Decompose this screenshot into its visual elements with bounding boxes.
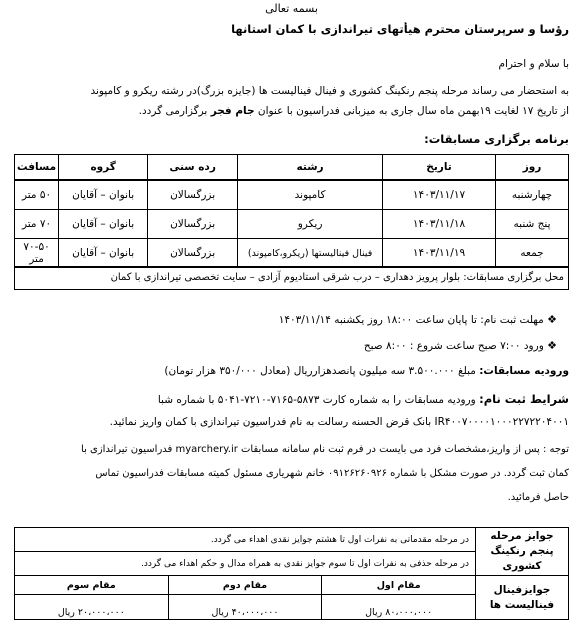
schedule-table <box>14 154 569 268</box>
registration-line-2: IR۴۰۰۷۰۰۰۰۱۰۰۰۲۲۷۲۲۰۴۰۰۱ بانک قرض الحسنه رسالت به نام فدراسیون تیراندازی با کمان واریز نمائید. <box>109 416 569 428</box>
second-place-label: مقام دوم <box>168 576 322 595</box>
col-date: تاریخ <box>383 155 496 181</box>
registration-label: شرایط ثبت نام: <box>479 392 569 406</box>
greeting: با سلام و احترام <box>498 58 569 70</box>
ranking-note-1: در مرحله مقدماتی به نفرات اول تا هشتم جوایز نقدی اهداء می گردد. <box>15 528 476 552</box>
cell-group: بانوان – آقایان <box>59 180 148 210</box>
intro-line-1: به استحضار می رساند مرحله پنجم رنکینگ کشوری و فینال فینالیست ها (جایزه بزرگ)در رشته ریکرو و کامپوند <box>90 85 569 97</box>
deadline <box>14 312 557 328</box>
prizes-table <box>14 527 569 620</box>
schedule-header-row <box>15 155 569 181</box>
intro-text-c: برگزارمی گردد. <box>138 105 208 117</box>
cell-distance: ۷۰ متر <box>15 210 59 239</box>
intro-line-2 <box>14 104 569 119</box>
cell-age: بزرگسالان <box>148 180 238 210</box>
second-place-amount: ۴۰،۰۰۰،۰۰۰ ریال <box>168 595 322 620</box>
registration-text-1: ورودیه مسابقات را به شماره کارت ۵۸۷۳-۷۱۶۵-۷۲۱۰-۵۰۴۱ با شماره شبا <box>157 394 476 406</box>
third-place-label: مقام سوم <box>15 576 169 595</box>
entry-time <box>14 338 557 354</box>
col-group: گروه <box>59 155 148 181</box>
cell-distance: ۵۰ متر <box>15 180 59 210</box>
entry-time-text: ورود ۷:۰۰ صبح ساعت شروع : ۸:۰۰ صبح <box>363 340 544 352</box>
ranking-note-2: در مرحله حذفی به نفرات اول تا سوم جوایز نقدی به همراه مدال و حکم اهداء می گردد. <box>15 552 476 576</box>
cell-age: بزرگسالان <box>148 210 238 239</box>
cell-discipline: ریکرو <box>238 210 383 239</box>
note-line-1: توجه : پس از واریز،مشخصات فرد می بایست در فرم ثبت نام سامانه مسابقات myarchery.ir فدراسیون تیراندازی با <box>81 444 569 455</box>
cup-name: جام فجر <box>210 105 255 117</box>
cell-discipline: کامپوند <box>238 180 383 210</box>
cell-day: جمعه <box>496 239 569 268</box>
table-row <box>15 210 569 239</box>
col-distance: مسافت <box>15 155 59 181</box>
col-age: رده سنی <box>148 155 238 181</box>
venue-info: محل برگزاری مسابقات: بلوار پرویز دهداری – درب شرقی استادیوم آزادی – سایت تخصصی تیراندازی با کمان <box>14 266 569 290</box>
col-day: روز <box>496 155 569 181</box>
registration-line-1 <box>14 392 569 408</box>
first-place-amount: ۸۰،۰۰۰،۰۰۰ ریال <box>322 595 476 620</box>
cell-group: بانوان – آقایان <box>59 239 148 268</box>
cell-group: بانوان – آقایان <box>59 210 148 239</box>
deadline-text: مهلت ثبت نام: تا پایان ساعت ۱۸:۰۰ روز یکشنبه ۱۴۰۳/۱۱/۱۴ <box>278 314 544 326</box>
col-discipline: رشته <box>238 155 383 181</box>
table-row <box>15 180 569 210</box>
basmala: بسمه تعالی <box>265 2 318 15</box>
ranking-row-1 <box>15 528 569 552</box>
cell-date: ۱۴۰۳/۱۱/۱۸ <box>383 210 496 239</box>
final-prize-label: جوایزفینال فینالیست ها <box>476 576 569 620</box>
cell-day: چهارشنبه <box>496 180 569 210</box>
first-place-label: مقام اول <box>322 576 476 595</box>
note-line-3: حاصل فرمائید. <box>507 492 569 503</box>
table-row <box>15 239 569 268</box>
fee <box>14 364 569 379</box>
cell-distance: ۷۰-۵۰ متر <box>15 239 59 268</box>
note-line-2: کمان ثبت گردد. در صورت مشکل با شماره ۰۹۱۲۶۲۶۰۹۲۶ خانم شهریاری مسئول کمیته مسابقات فدراسیون تماس <box>95 468 569 479</box>
ranking-prize-label: جوایز مرحله پنجم رنکینگ کشوری <box>476 528 569 576</box>
cell-day: پنج شنبه <box>496 210 569 239</box>
fee-label: ورودیه مسابقات: <box>479 365 569 377</box>
schedule-title: برنامه برگزاری مسابقات: <box>424 132 569 146</box>
third-place-amount: ۲۰،۰۰۰،۰۰۰ ریال <box>15 595 169 620</box>
final-header-row <box>15 576 569 595</box>
cell-age: بزرگسالان <box>148 239 238 268</box>
cell-date: ۱۴۰۳/۱۱/۱۷ <box>383 180 496 210</box>
cell-discipline: فینال فینالیستها (ریکرو،کامپوند) <box>238 239 383 268</box>
intro-text-a: از تاریخ ۱۷ لغایت ۱۹بهمن ماه سال جاری به میزبانی فدراسیون با عنوان <box>257 105 569 117</box>
bullet-icon: ❖ <box>547 313 557 326</box>
cell-date: ۱۴۰۳/۱۱/۱۹ <box>383 239 496 268</box>
fee-text: مبلغ ۳.۵۰۰.۰۰۰ سه میلیون پانصدهزارریال (معادل ۳۵۰/۰۰۰ هزار تومان) <box>164 365 476 377</box>
bullet-icon: ❖ <box>547 339 557 352</box>
recipient: رؤسا و سرپرستان محترم هیأتهای تیراندازی با کمان استانها <box>231 22 569 36</box>
